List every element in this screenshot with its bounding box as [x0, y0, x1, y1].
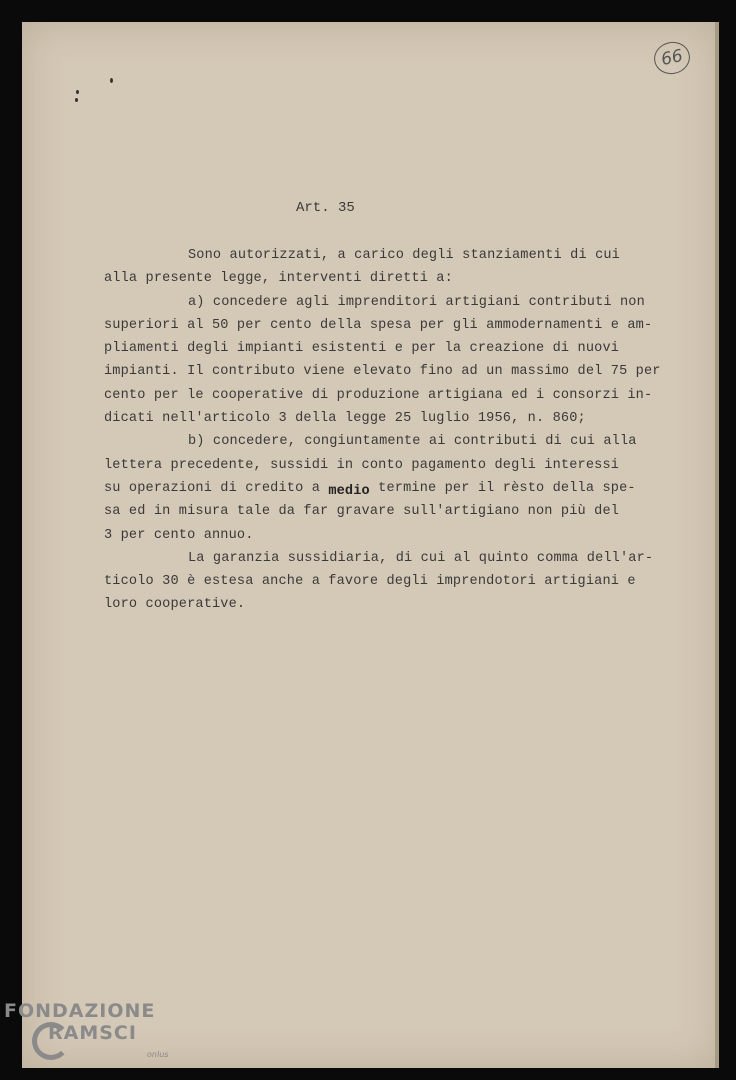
logo-line2: RAMSCI — [48, 1022, 137, 1044]
text-line: loro cooperative. — [104, 597, 246, 613]
punch-mark — [76, 90, 79, 94]
punch-mark — [110, 78, 113, 83]
document-page — [22, 22, 719, 1068]
text-line: dicati nell'articolo 3 della legge 25 luglio 1956, n. 860; — [104, 411, 586, 427]
text-line: 3 per cento annuo. — [104, 527, 254, 543]
text-line: lettera precedente, sussidi in conto pagamento degli interessi — [104, 457, 620, 473]
logo-suffix: onlus — [147, 1050, 169, 1059]
text-line: Sono autorizzati, a carico degli stanziamenti di cui — [188, 248, 620, 263]
fondazione-gramsci-logo — [4, 998, 204, 1078]
text-line-end: termine per il rèsto della spe- — [369, 480, 636, 496]
inserted-word-medio: medio — [328, 483, 370, 499]
text-line-start: su operazioni di credito a — [104, 480, 329, 496]
text-line: La garanzia sussidiaria, di cui al quinto comma dell'ar- — [188, 550, 654, 566]
article-heading: Art. 35 — [296, 200, 355, 216]
article-body — [104, 244, 664, 617]
text-line: cento per le cooperative di produzione artigiana ed i consorzi in- — [104, 387, 653, 403]
text-line: superiori al 50 per cento della spesa per gli ammodernamenti e am- — [104, 317, 653, 333]
text-line: a) concedere agli imprenditori artigiani contributi non — [188, 294, 645, 310]
text-line: impianti. Il contributo viene elevato fino ad un massimo del 75 per — [104, 364, 661, 380]
text-line: ticolo 30 è estesa anche a favore degli imprendotori artigiani e — [104, 574, 636, 590]
text-line: b) concedere, congiuntamente ai contributi di cui alla — [188, 434, 637, 450]
text-line — [104, 477, 664, 500]
text-line: pliamenti degli impianti esistenti e per la creazione di nuovi — [104, 341, 620, 357]
logo-line1: FONDAZIONE — [4, 1000, 156, 1022]
punch-mark — [75, 98, 78, 102]
text-line: sa ed in misura tale da far gravare sull'artigiano non più del — [104, 504, 620, 520]
page-number-stamp: 66 — [651, 39, 693, 78]
text-line: alla presente legge, interventi diretti a: — [104, 271, 453, 287]
